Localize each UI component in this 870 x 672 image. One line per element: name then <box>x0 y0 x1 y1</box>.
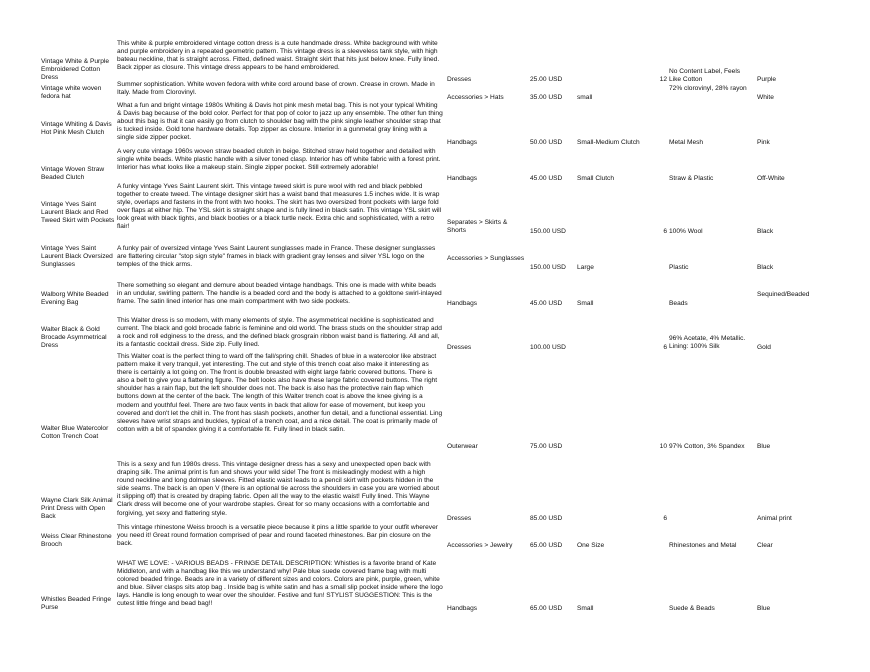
product-quantity: 6 <box>663 344 667 351</box>
product-material: Plastic <box>669 264 689 271</box>
product-name: Vintage Whiting & Davis Hot Pink Mesh Clutch <box>41 121 112 137</box>
product-color: Off-White <box>757 175 785 182</box>
product-description: This vintage rhinestone Weiss brooch is a versatile piece because it pins a little sparkle to your outfit wherever you need it! Great round formation comprised of pear and round faceted rhinestones. Bar pin closure on the back. <box>117 524 438 548</box>
product-price: 65.00 USD <box>530 605 563 612</box>
product-price: 150.00 USD <box>530 264 566 271</box>
product-category: Handbags <box>447 300 478 307</box>
product-color: Clear <box>757 542 773 549</box>
product-material: Beads <box>669 300 688 307</box>
product-name: Vintage White & Purple Embroidered Cotton Dress <box>41 58 110 82</box>
product-description: Summer sophistication. White woven fedora with white cord around base of crown. Crease in crown. Made in Italy. Made from Clorovinyl. <box>117 81 435 97</box>
product-material: Suede & Beads <box>669 605 715 612</box>
product-name: Walborg White Beaded Evening Bag <box>41 291 109 307</box>
product-category: Separates > Skirts & Shorts <box>447 219 508 235</box>
product-price: 50.00 USD <box>530 139 563 146</box>
product-name: Vintage Yves Saint Laurent Black Oversized Sunglasses <box>41 245 113 269</box>
product-name: Whistles Beaded Fringe Purse <box>41 596 112 612</box>
product-size: Small-Medium Clutch <box>577 139 640 146</box>
product-size: small <box>577 94 593 101</box>
product-name: Vintage Woven Straw Beaded Clutch <box>41 166 105 182</box>
product-price: 25.00 USD <box>530 76 563 83</box>
product-description: WHAT WE LOVE: - VARIOUS BEADS - FRINGE DETAIL DESCRIPTION: Whistles is a favorite brand of Kate Middleton, and with a handbag like this we understand why! Pale blue suede covered frame bag with multi colored beaded fringe. Beads are in a variety of different sizes and colors. Colors are pink, purple, green, white and blue. Silver clasps sits atop bag . Inside bag is white satin and has a small slip pocket inside where the logo lays. Handle is long enough to wear over the shoulder. Festive and fun! STYLIST SUGGESTION: This is the cutest little fringe and bead bag!! <box>117 560 443 608</box>
product-description: There something so elegant and demure about beaded vintage handbags. This one is made with white beads in an undular, swirling pattern. The handle is a beaded cord and the body is attached to a goldtone swirl-inlayed frame. The satin lined interior has one main compartment with two side pockets. <box>117 282 442 306</box>
product-quantity: 6 <box>663 515 667 522</box>
product-name: Walter Black & Gold Brocade Asymmetrical Dress <box>41 326 107 350</box>
product-color: Black <box>757 228 774 235</box>
product-price: 85.00 USD <box>530 515 563 522</box>
product-material: Metal Mesh <box>669 139 704 146</box>
product-category: Handbags <box>447 139 478 146</box>
product-name: Weiss Clear Rhinestone Brooch <box>41 533 112 549</box>
product-description: What a fun and bright vintage 1980s Whiting & Davis hot pink mesh metal bag. This is not your typical Whiting & Davis bag because of the bold color. Perfect for that pop of color to jazz up any ensemble. The other fun thing about this bag is that it can easily go from clutch to shoulder bag with the pink single leather shoulder strap that is tucked inside. Gold tone hardware details. Top zipper as closure. Interior in a gunmetal gray lining with a single side zipper pocket. <box>117 102 443 142</box>
product-description: This is a sexy and fun 1980s dress. This vintage designer dress has a sexy and unexpected open back with draping silk. The animal print is fun and shows your wild side! The front is misleadingly modest with a high round neckline and long dolman sleeves. Fitted elastic waist leads to a pencil skirt with pockets hidden in the side seams. The back is an open V (there is an optional tie across the shoulders in case you are worried about it slipping off) that is created by draping fabric. Open all the way to the elastic waist! Fully lined. This Wayne Clark dress will become one of your wardrobe staples. Great for so many occasions with a comfortable and forgiving, yet sexy and flattering style. <box>117 461 440 517</box>
product-quantity: 6 <box>663 228 667 235</box>
product-color: Sequined/Beaded <box>757 291 810 298</box>
product-size: Small <box>577 605 594 612</box>
product-size: Small <box>577 300 594 307</box>
product-material: Rhinestones and Metal <box>669 542 737 549</box>
product-category: Dresses <box>447 76 472 83</box>
product-category: Handbags <box>447 175 478 182</box>
product-description: A funky vintage Yves Saint Laurent skirt. This vintage tweed skirt is pure wool with red and black pebbled together to create tweed. The vintage designer skirt has a waist band that measures 1.5 inches wide. It is wrap style, overlaps and fastens in the front with two hooks. The skirt has two oversized front pockets with large fold over flaps at either hip. The YSL skirt is straight shape and is fully lined in black satin. This vintage YSL skirt will look great with black tights, and black booties or a black turtle neck. Extra chic and sophisticated, with a retro flair! <box>117 183 442 231</box>
product-material: 72% clorovinyl, 28% rayon <box>669 85 747 92</box>
product-category: Accessories > Sunglasses <box>447 255 525 262</box>
product-category: Accessories > Hats <box>447 94 504 101</box>
product-category: Dresses <box>447 515 472 522</box>
product-color: Gold <box>757 344 771 351</box>
product-color: White <box>757 94 774 101</box>
product-name: Vintage white woven fedora hat <box>41 85 102 101</box>
product-description: This Walter dress is so modern, with many elements of style. The asymmetrical neckline is sophisticated and current. The black and gold brocade fabric is feminine and old world. The brass studs on the shoulder strap add a rock and roll edginess to the dress, and the defined black grosgrain ribbon waist band is flattering. All and all, its a fantastic cocktail dress. Side zip. Fully lined. <box>117 317 442 349</box>
product-material: 96% Acetate, 4% Metallic. Lining: 100% Silk <box>669 335 746 351</box>
product-description: A funky pair of oversized vintage Yves Saint Laurent sunglasses made in France. These designer sunglasses are flattering circular "stop sign style" frames in black with gradient gray lenses and silver YSL logo on the temples of the thick arms. <box>117 245 436 269</box>
product-price: 65.00 USD <box>530 542 563 549</box>
product-name: Wayne Clark Silk Animal Print Dress with Open Back <box>41 497 113 521</box>
product-quantity: 10 <box>659 443 667 450</box>
product-color: Black <box>757 264 774 271</box>
product-name: Vintage Yves Saint Laurent Black and Red Tweed Skirt with Pockets <box>41 201 115 225</box>
product-material: No Content Label, Feels Like Cotton <box>669 68 741 84</box>
product-color: Blue <box>757 443 771 450</box>
product-price: 100.00 USD <box>530 344 566 351</box>
product-price: 150.00 USD <box>530 228 566 235</box>
product-size: One Size <box>577 542 605 549</box>
product-category: Dresses <box>447 344 472 351</box>
product-quantity: 12 <box>659 76 667 83</box>
product-price: 45.00 USD <box>530 300 563 307</box>
product-category: Handbags <box>447 605 478 612</box>
product-color: Purple <box>757 76 777 83</box>
product-name: Walter Blue Watercolor Cotton Trench Coat <box>41 425 109 441</box>
product-material: Straw & Plastic <box>669 175 714 182</box>
product-size: Large <box>577 264 594 271</box>
product-size: Small Clutch <box>577 175 615 182</box>
product-description: This white & purple embroidered vintage cotton dress is a cute handmade dress. White background with white and purple embroidery in a repeated geometric pattern. This vintage dress is a sleeveless tank style, with high bateau neckline, that is straight across. Fitted, defined waist. Straight skirt that hits just below knee. Fully lined. Back zipper as closure. This vintage dress appears to be hand embroidered. <box>117 40 440 72</box>
product-category: Accessories > Jewelry <box>447 542 513 549</box>
product-price: 75.00 USD <box>530 443 563 450</box>
product-material: 97% Cotton, 3% Spandex <box>669 443 745 450</box>
product-material: 100% Wool <box>669 228 703 235</box>
product-price: 45.00 USD <box>530 175 563 182</box>
product-color: Pink <box>757 139 770 146</box>
product-color: Animal print <box>757 515 792 522</box>
product-description: This Walter coat is the perfect thing to ward off the fall/spring chill. Shades of blue in a watercolor like abstract pattern make it very tranquil, yet interesting. The cut and style of this trench coat also make it interesting as there is certainly a lot going on. The front is double breasted with eight large fabric covered buttons. There is also a belt to give you a flattering figure. The belt looks also have these large fabric covered buttons. The right shoulder has a rain flap, but the left shoulder does not. The back is also has the protective rain flap which buttons down at the center of the back. The length of this Walter trench coat is above the knee giving is a modern and youthful feel. There are two faux vents in back that allow for ease of movement, but keep you covered and don't let the chill in. The front has slash pockets, another fun detail, and a functional essential. Ling sleeves have wrist straps and buckles, typical of a trench coat, and a nice detail. The coat is primarily made of cotton with a bit of spandex giving it a comfortable fit. Fully lined in black satin. <box>117 353 443 433</box>
product-color: Blue <box>757 605 771 612</box>
product-category: Outerwear <box>447 443 478 450</box>
product-description: A very cute vintage 1960s woven straw beaded clutch in beige. Stitched straw held together and detailed with single white beads. White plastic handle with a silver toned clasp. Interior has off white fabric with a forest print. Interior has what looks like a makeup stain. Single zipper pocket. Still extremely adorable! <box>117 148 441 172</box>
product-price: 35.00 USD <box>530 94 563 101</box>
